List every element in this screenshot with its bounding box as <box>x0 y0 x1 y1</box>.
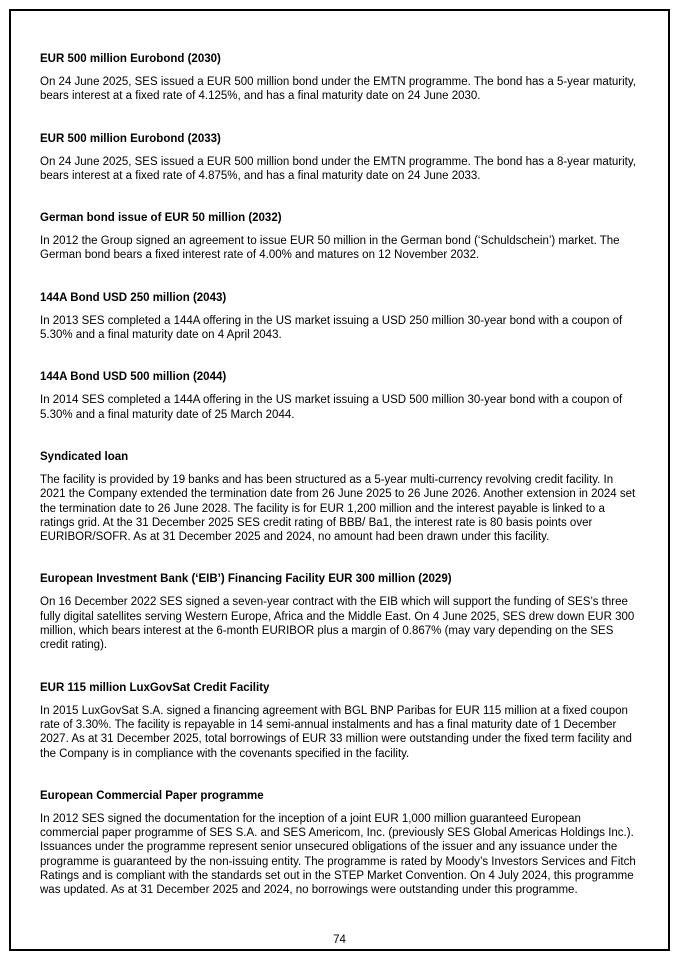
section-heading-syndicated-loan: Syndicated loan <box>40 450 129 463</box>
section-eurobond-2030 <box>40 52 640 104</box>
section-body-eib-facility: On 16 December 2022 SES signed a seven-year contract with the EIB which will support the funding of SES’s three fully digital satellites serving Western Europe, Africa and the Middle East. On 4 June 2025, SES drew down EUR 300 million, which bears interest at the 6-month EURIBOR plus a margin of 0.867% (may vary depending on the SES credit rating). <box>40 596 635 652</box>
section-heading-luxgovsat-facility: EUR 115 million LuxGovSat Credit Facility <box>40 681 270 694</box>
section-heading-ecp-programme: European Commercial Paper programme <box>40 789 264 802</box>
section-heading-eurobond-2033: EUR 500 million Eurobond (2033) <box>40 132 221 145</box>
section-body-syndicated-loan: The facility is provided by 19 banks and has been structured as a 5-year multi-currency revolving credit facility. In 2021 the Company extended the termination date from 26 June 2025 to 26 June 2026. Another extension in 2024 set the termination date to 26 June 2028. The facility is for EUR 1,200 million and the interest payable is linked to a ratings grid. At the 31 December 2025 SES credit rating of BBB/ Ba1, the interest rate is 80 basis points over EURIBOR/SOFR. As at 31 December 2025 and 2024, no amount had been drawn under this facility. <box>40 473 636 544</box>
section-eurobond-2033 <box>40 132 640 184</box>
section-luxgovsat-facility <box>40 681 640 761</box>
section-ecp-programme <box>40 789 640 898</box>
section-heading-bond-144a-2043: 144A Bond USD 250 million (2043) <box>40 291 227 304</box>
section-body-bond-144a-2044: In 2014 SES completed a 144A offering in the US market issuing a USD 500 million 30-year bond with a coupon of 5.30% and a final maturity date of 25 March 2044. <box>40 394 623 421</box>
section-eib-facility <box>40 572 640 652</box>
section-heading-eib-facility: European Investment Bank (‘EIB’) Financing Facility EUR 300 million (2029) <box>40 573 452 586</box>
section-body-bond-144a-2043: In 2013 SES completed a 144A offering in the US market issuing a USD 250 million 30-year bond with a coupon of 5.30% and a final maturity date on 4 April 2043. <box>40 314 623 342</box>
section-german-bond-2032 <box>40 211 640 263</box>
section-bond-144a-2044 <box>40 370 640 422</box>
section-bond-144a-2043 <box>40 291 640 343</box>
section-syndicated-loan <box>40 450 640 544</box>
section-body-ecp-programme: In 2012 SES signed the documentation for the inception of a joint EUR 1,000 million guaranteed European commercial paper programme of SES S.A. and SES Americom, Inc. (previously SES Global Americas Holdings Inc.). Issuances under the programme represent senior unsecured obligations of the issuer and any issuance under the programme is guaranteed by the non-issuing entity. The programme is rated by Moody’s Investors Services and Fitch Ratings and is compliant with the standards set out in the STEP Market Convention. On 4 July 2024, this programme was updated. As at 31 December 2025 and 2024, no borrowings were outstanding under this programme. <box>40 812 636 897</box>
page-number: 74 <box>333 934 346 946</box>
section-body-eurobond-2033: On 24 June 2025, SES issued a EUR 500 million bond under the EMTN programme. The bond has a 8-year maturity, bears interest at a fixed rate of 4.875%, and has a final maturity date on 24 June 2033. <box>40 155 636 182</box>
section-heading-eurobond-2030: EUR 500 million Eurobond (2030) <box>40 53 221 65</box>
document-content <box>40 52 640 926</box>
section-body-luxgovsat-facility: In 2015 LuxGovSat S.A. signed a financing agreement with BGL BNP Paribas for EUR 115 million at a fixed coupon rate of 3.30%. The facility is repayable in 14 semi-annual instalments and has a final maturity date of 1 December 2027. As at 31 December 2025, total borrowings of EUR 33 million were outstanding under the fixed term facility and the Company is in compliance with the covenants specified in the facility. <box>40 704 632 760</box>
section-heading-bond-144a-2044: 144A Bond USD 500 million (2044) <box>40 371 227 384</box>
section-body-german-bond-2032: In 2012 the Group signed an agreement to issue EUR 50 million in the German bond (‘Schuldschein’) market. The German bond bears a fixed interest rate of 4.00% and matures on 12 November 2032. <box>40 235 620 262</box>
section-body-eurobond-2030: On 24 June 2025, SES issued a EUR 500 million bond under the EMTN programme. The bond has a 5-year maturity, bears interest at a fixed rate of 4.125%, and has a final maturity date on 24 June 2030. <box>40 76 636 103</box>
section-heading-german-bond-2032: German bond issue of EUR 50 million (2032) <box>40 212 282 225</box>
